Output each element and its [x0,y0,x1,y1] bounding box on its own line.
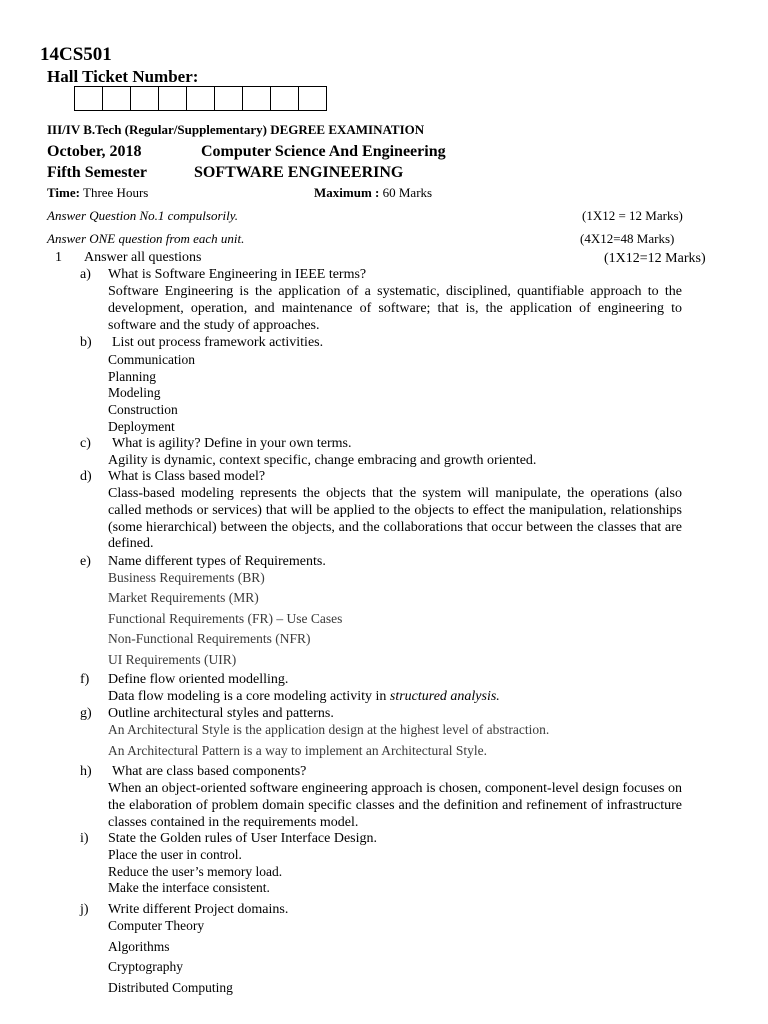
part-f-answer [108,689,500,705]
part-i-item: Reduce the user’s memory load. [108,864,283,879]
part-e-label: e) [80,554,91,569]
part-f-label: f) [80,672,90,687]
part-i-label: i) [80,831,89,846]
ticket-digit-box [131,86,159,111]
part-b-label: b) [80,335,92,350]
part-i-item: Place the user in control. [108,847,242,862]
ticket-digit-box [187,86,215,111]
part-i-item: Make the interface consistent. [108,880,270,895]
part-a-label: a) [80,267,91,282]
question-marks: (1X12=12 Marks) [604,251,706,266]
department: Computer Science And Engineering [201,143,446,160]
hall-ticket-boxes [74,86,327,111]
ticket-digit-box [75,86,103,111]
part-g-label: g) [80,706,92,721]
part-d-answer: Class-based modeling represents the objects that the system will manipulate, the operations (also called methods or services) that will be applied to the objects to effect the manipulation, relationships (some hierarchical) between the objects, and the collaborations that occur between the classes that are defined. [108,486,682,552]
part-b-item: Communication [108,352,195,367]
semester: Fifth Semester [47,164,147,181]
subject-title: SOFTWARE ENGINEERING [194,164,404,181]
part-g-item: An Architectural Pattern is a way to implement an Architectural Style. [108,743,488,758]
part-j-item: Computer Theory [108,918,205,933]
max-label: Maximum : [314,185,380,200]
part-h-question: What are class based components? [112,764,307,779]
part-b-item: Planning [108,369,157,384]
part-d-question: What is Class based model? [108,469,266,484]
time-value: Three Hours [79,185,149,200]
ticket-digit-box [159,86,187,111]
instruction-1: Answer Question No.1 compulsorily. [47,208,239,223]
part-e-item: Business Requirements (BR) [108,570,265,585]
part-e-item: Non-Functional Requirements (NFR) [108,631,311,646]
ticket-digit-box [215,86,243,111]
time-line [47,185,148,201]
part-b-item: Modeling [108,385,161,400]
part-c-label: c) [80,436,91,451]
question-number: 1 [55,250,62,265]
part-h-answer: When an object-oriented software engineering approach is chosen, component-level design focuses on the elaboration of problem domain specific classes and the definition and refinement of infrastructure classes contained in the requirements model. [108,781,682,830]
part-g-item: An Architectural Style is the application design at the highest level of abstraction. [108,722,550,737]
part-f-answer-emphasis: structured analysis. [389,689,500,704]
exam-title: III/IV B.Tech (Regular/Supplementary) DEGREE EXAMINATION [47,122,425,137]
part-j-label: j) [80,902,89,917]
course-code: 14CS501 [40,44,112,65]
part-b-item: Construction [108,402,178,417]
part-c-answer: Agility is dynamic, context specific, change embracing and growth oriented. [108,453,537,468]
part-e-item: Functional Requirements (FR) – Use Cases [108,611,343,626]
instruction-1-marks: (1X12 = 12 Marks) [582,208,683,223]
part-f-question: Define flow oriented modelling. [108,672,289,687]
part-j-item: Cryptography [108,959,183,974]
ticket-digit-box [299,86,327,111]
exam-date: October, 2018 [47,143,142,160]
question-text: Answer all questions [84,250,202,265]
part-i-question: State the Golden rules of User Interface Design. [108,831,378,846]
part-a-question: What is Software Engineering in IEEE terms? [108,267,367,282]
part-b-item: Deployment [108,419,175,434]
part-a-answer: Software Engineering is the application of a systematic, disciplined, quantifiable approach to the development, operation, and maintenance of software; that is, the application of engineering to software and the study of approaches. [108,284,682,333]
part-j-question: Write different Project domains. [108,902,289,917]
part-c-question: What is agility? Define in your own terms. [112,436,352,451]
ticket-digit-box [103,86,131,111]
hall-ticket-label: Hall Ticket Number: [47,67,199,86]
time-label: Time: [47,185,80,200]
part-e-item: UI Requirements (UIR) [108,652,237,667]
ticket-digit-box [271,86,299,111]
part-b-question: List out process framework activities. [112,335,324,350]
part-e-question: Name different types of Requirements. [108,554,326,569]
ticket-digit-box [243,86,271,111]
part-j-item: Distributed Computing [108,980,233,995]
part-d-label: d) [80,469,92,484]
max-value: 60 Marks [379,185,433,200]
part-g-question: Outline architectural styles and patterns. [108,706,334,721]
part-f-answer-text: Data flow modeling is a core modeling activity in [108,689,390,704]
part-h-label: h) [80,764,92,779]
instruction-2: Answer ONE question from each unit. [47,231,245,246]
max-marks-line [314,185,432,201]
instruction-2-marks: (4X12=48 Marks) [580,231,675,246]
part-j-item: Algorithms [108,939,170,954]
part-e-item: Market Requirements (MR) [108,590,259,605]
